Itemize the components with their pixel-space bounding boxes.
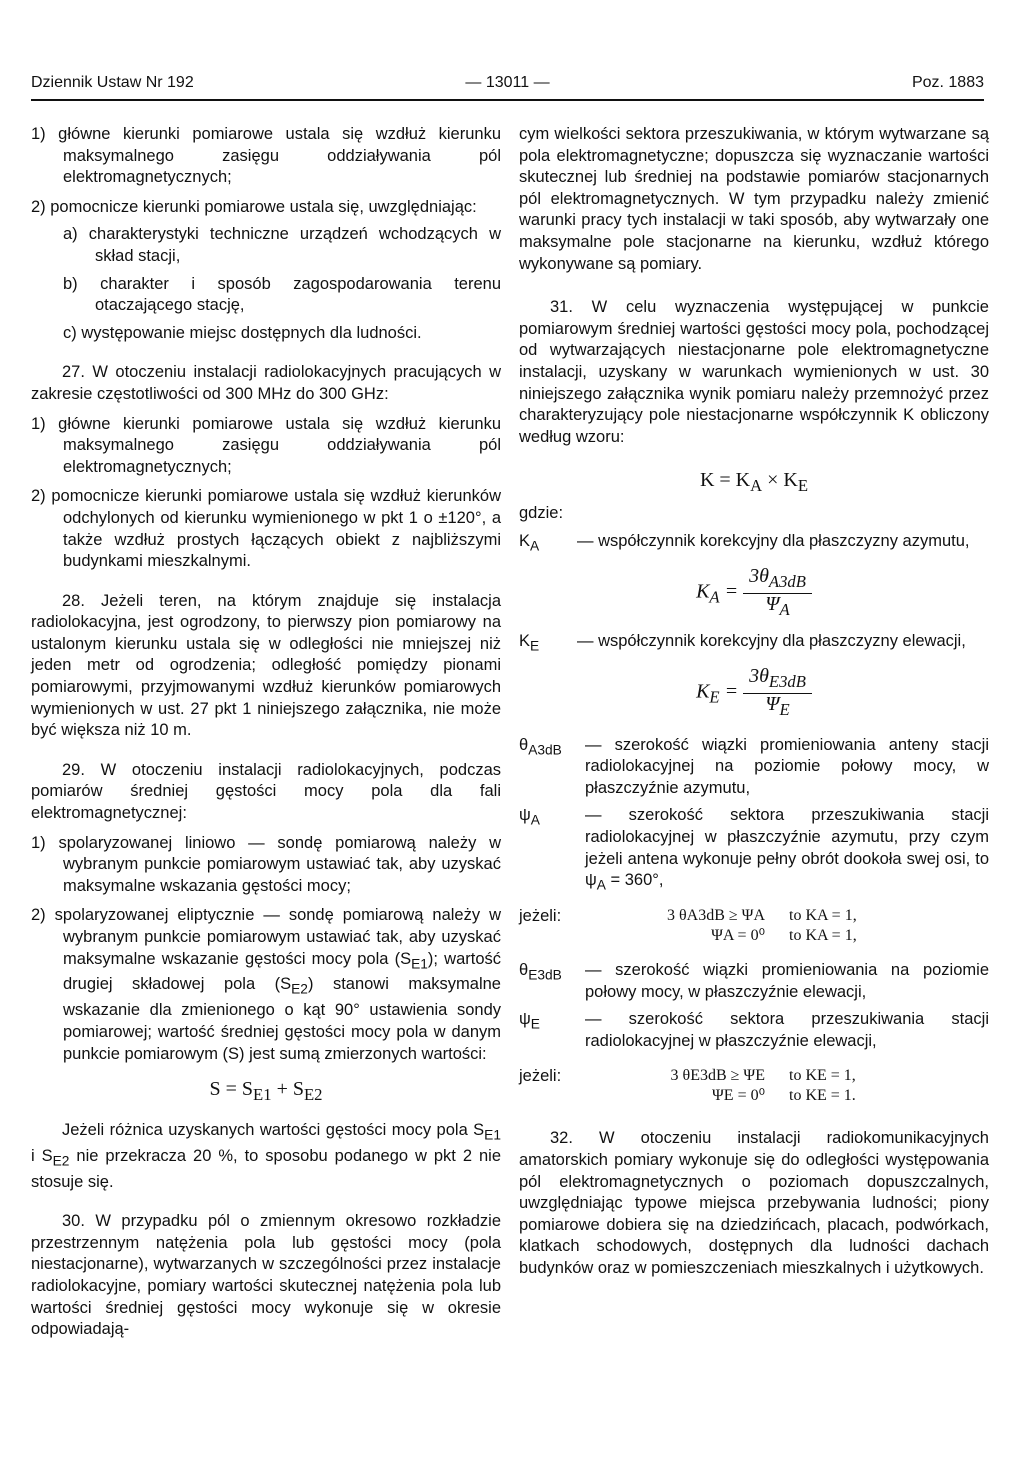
- page-header: [31, 74, 984, 100]
- item-26-1: 1) główne kierunki pomiarowe ustala się wzdłuż kierunku maksymalnego zasięgu oddziaływania pól elektromagnetycznych;: [31, 125, 501, 187]
- page-number: — 13011 —: [465, 74, 550, 91]
- paragraph-30-continued: cym wielkości sektora przeszukiwania, w którym wytwarzane są pola elektromagnetyczne; dopuszcza się wyznaczanie wartości skutecznej lub średniej na podstawie pomiarów stacjonarnych pól elektromagnetycznych. W tym przypadku należy zmienić warunki pracy tych instalacji w taki sposób, aby wytwarzały one maksymalne pole stacjonarne na kierunku, wzdłuż którego wykonywane są pomiary.: [519, 125, 989, 273]
- condition-a: jeżeli: 3 θA3dB ≥ ΨA ΨA = 0⁰ to KA = 1, to KA = 1,: [519, 907, 857, 945]
- ka-formula: $K_A$ = $\frac{3\theta_{A3dB}}{\Psi_A}$: [519, 566, 989, 620]
- right-column: [519, 124, 989, 1280]
- psi-a-definition: $\psi_A$ — szerokość sektora przeszukiwania stacji radiolokacyjnej w płaszczyźnie azymutu, przy czym jeżeli antena wykonuje pełny obrót dookoła swej osi, to $\psi_A = 360^\circ$,: [519, 806, 989, 893]
- theta-e-definition: $\theta_{E3dB}$ — szerokość wiązki promieniowania na poziomie połowy mocy, w płaszczyźnie elewacji,: [519, 961, 989, 1001]
- psi-e-definition: $\psi_E$ — szerokość sektora przeszukiwania stacji radiolokacyjnej w płaszczyźnie elewacji,: [519, 1010, 989, 1050]
- position-number: Poz. 1883: [911, 74, 984, 91]
- left-column: [31, 124, 501, 1341]
- paragraph-30: 30. W przypadku pól o zmiennym okresowo rozkładzie przestrzennym natężenia pola lub gęstości mocy (pola niestacjonarne), wytwarzanych w szczególności przez instalacje radiolokacyjne, pomiary wartości skutecznej natężenia pola lub wartości średniej gęstości mocy wykonuje się w okresie odpowiadają-: [31, 1212, 501, 1339]
- paragraph-28: 28. Jeżeli teren, na którym znajduje się instalacja radiolokacyjna, jest ogrodzony, to pierwszy pion pomiarowy na ustalonym kierunku ustala się w odległości nie mniejszej niż jeden metr od ogrodzenia; odległość pomiędzy pionami pomiarowymi, przyjmowanymi wzdłuż kierunków pomiarowych wymienionych w ust. 27 pkt 1 niniejszego załącznika, nie może być większa niż 10 m.: [31, 591, 501, 740]
- item-26-2: 2) pomocnicze kierunki pomiarowe ustala się, uwzględniając:: [31, 197, 477, 216]
- item-27-2: 2) pomocnicze kierunki pomiarowe ustala się wzdłuż kierunków odchylonych od kierunku wymienionego w pkt 1 o ±120°, a także wzdłuż prostych łączących obiekt z najbliższymi budynkami mieszkalnymi.: [31, 487, 501, 571]
- gdzie-label: gdzie:: [519, 503, 564, 522]
- ke-definition: $K_E$ — współczynnik korekcyjny dla płaszczyzny elewacji,: [519, 631, 966, 653]
- paragraph-31: 31. W celu wyznaczenia występującej w punkcie pomiarowym średniej wartości gęstości mocy pola, pochodzącej od wytwarzających niestacjonarne pole elektromagnetyczne instalacji, uzyskany w warunkach wymienionych w ust. 30 niniejszego załącznika wynik pomiaru należy przemnożyć przez charakteryzujący pole niestacjonarne współczynnik K obliczony według wzoru:: [519, 298, 989, 446]
- item-29-2: 2) spolaryzowanej eliptycznie — sondę pomiarową należy w wybranym punkcie pomiarowym ustawiać tak, aby uzyskać maksymalne wskazanie gęstości mocy pola $(S_{E1})$; wartość drugiej składowej pola $(S_{E2})$ stanowi maksymalne wskazanie dla zmienionego o kąt 90° ustawienia sondy pomiarowej; wartość średniej gęstości mocy pola w danym punkcie pomiarowym (S) jest sumą zmierzonych wartości:: [31, 906, 502, 1063]
- ke-formula: $K_E$ = $\frac{3\theta_{E3dB}}{\Psi_E}$: [519, 666, 989, 720]
- item-29-1: 1) spolaryzowanej liniowo — sondę pomiarową należy w wybranym punkcie pomiarowym ustawiać tak, aby uzyskać maksymalne wskazania gęstości mocy;: [31, 833, 501, 895]
- paragraph-29-note: Jeżeli różnica uzyskanych wartości gęstości mocy pola $S_{E1}$ i $S_{E2}$ nie przekracza 20 %, to sposobu podanego w pkt 2 nie stosuje się.: [31, 1120, 501, 1191]
- item-26-2a: a) charakterystyki techniczne urządzeń wchodzących w skład stacji,: [63, 225, 501, 265]
- ka-definition: $K_A$ — współczynnik korekcyjny dla płaszczyzny azymutu,: [519, 531, 970, 553]
- item-26-2b: b) charakter i sposób zagospodarowania terenu otaczającego stację,: [63, 274, 501, 315]
- theta-a-definition: $\theta_{A3dB}$ — szerokość wiązki promieniowania anteny stacji radiolokacyjnej na poziomie połowy mocy, w płaszczyźnie azymutu,: [519, 735, 989, 797]
- formula-k: $K = K_A \times K_E$: [699, 469, 809, 496]
- journal-title: Dziennik Ustaw Nr 192: [31, 74, 194, 91]
- header-rule: [31, 99, 984, 101]
- condition-e: jeżeli: 3 θE3dB ≥ ΨE ΨE = 0⁰ to KE = 1, to KE = 1.: [519, 1067, 856, 1105]
- paragraph-27: 27. W otoczeniu instalacji radiolokacyjnych pracujących w zakresie częstotliwości od 300 MHz do 300 GHz:: [31, 363, 501, 403]
- item-26-2c: c) występowanie miejsc dostępnych dla ludności.: [63, 323, 422, 342]
- paragraph-29: 29. W otoczeniu instalacji radiolokacyjnych, podczas pomiarów średniej gęstości mocy pola dla fali elektromagnetycznej:: [31, 760, 501, 823]
- formula-s: $S = S_{E1} + S_{E2}$: [209, 1078, 323, 1105]
- paragraph-32: 32. W otoczeniu instalacji radiokomunikacyjnych amatorskich pomiary wykonuje się do odległości występowania pól elektromagnetycznych o poziomach dopuszczalnych, uwzględniając typowe miejsca przebywania ludności; piony pomiarowe dobiera się na dziedzińcach, placach, podwórkach, klatkach schodowych, dostępnych dla ludności dachach budynków oraz w pomieszczeniach mieszkalnych i użytkowych.: [519, 1129, 989, 1278]
- item-27-1: 1) główne kierunki pomiarowe ustala się wzdłuż kierunku maksymalnego zasięgu oddziaływania pól elektromagnetycznych;: [31, 414, 501, 476]
